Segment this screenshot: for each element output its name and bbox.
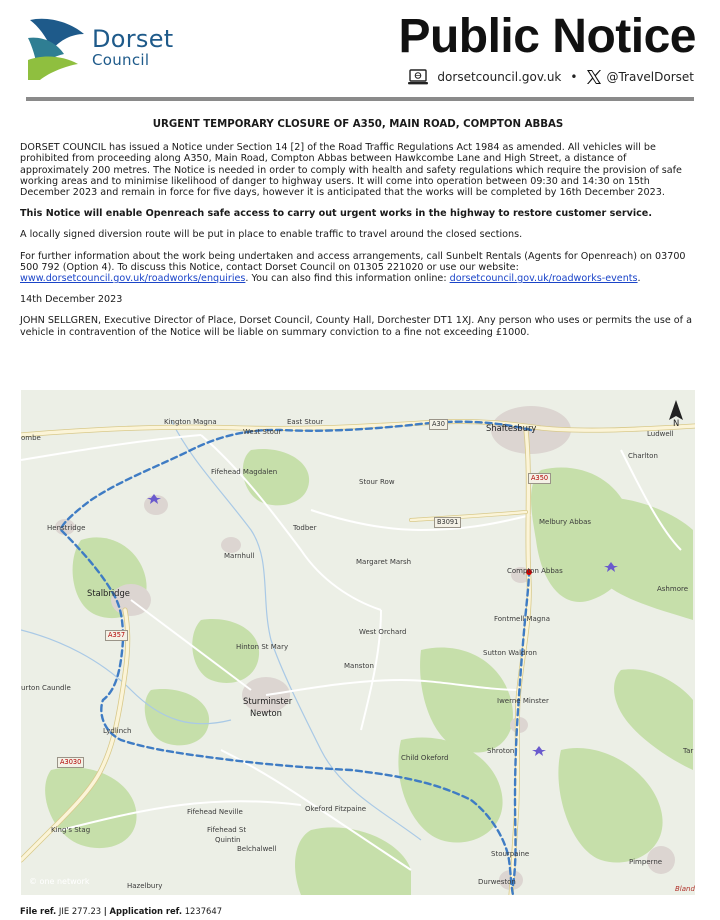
logo-dorset: Dorset (92, 25, 174, 53)
para4-text-end: . (637, 273, 641, 285)
place-label: Charlton (628, 452, 658, 460)
place-label: Hinton St Mary (236, 643, 289, 651)
footer-refs (20, 906, 222, 916)
place-label: Stourpaine (491, 850, 530, 858)
map-graphics (21, 390, 695, 895)
place-label: Compton Abbas (507, 567, 563, 575)
para4-text-mid: . You can also find this information online: (245, 273, 450, 285)
notice-paragraph-1: DORSET COUNCIL has issued a Notice under Section 14 [2] of the Road Traffic Regulations Act 1984 as amended. All vehicles will be prohibited from proceeding along A350, Main Road, Compton Abbas between Hawkcombe Lane and High Street, a distance of approximately 200 metres. The Notice is needed in order to comply with health and safety regulations which require the provision of safe working areas and to minimise likelihood of danger to highway users. It will come into operation between 09:30 and 14:30 on 15th December 2023 and remain in force for five days, however it is anticipated that the works will be completed by 16th December 2023. (20, 142, 682, 199)
page-header (0, 0, 720, 104)
header-divider (26, 97, 694, 101)
notice-paragraph-4 (20, 251, 696, 285)
place-label: Shroton (487, 747, 515, 755)
place-label: Durweston (478, 878, 516, 886)
laptop-icon (407, 68, 429, 86)
place-label: ombe (21, 434, 41, 442)
road-label-a3030: A3030 (57, 757, 84, 768)
place-label: Lydlinch (103, 727, 132, 735)
place-label: Okeford Fitzpaine (305, 805, 367, 813)
place-label: Tar (683, 747, 694, 755)
place-label: Ludwell (647, 430, 674, 438)
place-label: Iwerne Minster (497, 697, 549, 705)
enquiries-link[interactable]: www.dorsetcouncil.gov.uk/roadworks/enquiries (20, 273, 246, 285)
roadworks-events-link[interactable]: dorsetcouncil.gov.uk/roadworks-events (449, 273, 638, 285)
place-label: Marnhull (224, 552, 255, 560)
notice-heading: URGENT TEMPORARY CLOSURE OF A350, MAIN ROAD, COMPTON ABBAS (152, 119, 564, 130)
notice-paragraph-5: JOHN SELLGREN, Executive Director of Place, Dorset Council, County Hall, Dorchester DT1 1XJ. Any person who uses or permits the use of a vehicle in contravention of the Notice will be liable on summary conviction to a fine not exceeding £1000. (20, 315, 692, 338)
x-logo-icon (586, 69, 602, 85)
notice-paragraph-2: This Notice will enable Openreach safe access to carry out urgent works in the highway to restore customer service. (20, 208, 652, 220)
place-label: Hazelbury (127, 882, 163, 890)
place-label: Stour Row (359, 478, 395, 486)
application-ref-value: 1237647 (184, 906, 223, 916)
road-label-a350: A350 (528, 473, 551, 484)
place-label: Henstridge (47, 524, 86, 532)
road-label-a357: A357 (105, 630, 128, 641)
place-label: urton Caundle (21, 684, 71, 692)
contact-separator: • (570, 70, 578, 84)
place-label: King's Stag (51, 826, 91, 834)
diversion-map[interactable] (21, 390, 695, 895)
contact-bar (407, 66, 694, 88)
place-label: Fontmell Magna (494, 615, 550, 623)
place-label: Sutton Waldron (483, 649, 537, 657)
place-label: Bland (675, 885, 695, 893)
place-label: Pimperne (629, 858, 663, 866)
notice-date: 14th December 2023 (20, 294, 123, 306)
application-ref-label: Application ref. (109, 906, 183, 916)
place-label: Fifehead Neville (187, 808, 243, 816)
place-label: Belchalwell (237, 845, 277, 853)
road-label-a30: A30 (429, 419, 448, 430)
logo-wordmark (92, 26, 174, 69)
place-label: Ashmore (657, 585, 689, 593)
place-label: Newton (250, 708, 282, 718)
place-label: Fifehead St (207, 826, 247, 834)
social-handle-link[interactable]: @TravelDorset (606, 70, 694, 84)
dorset-council-logo[interactable] (26, 14, 196, 84)
place-label: Fifehead Magdalen (211, 468, 278, 476)
place-label: Child Okeford (401, 754, 449, 762)
place-label: Manston (344, 662, 374, 670)
page-title: Public Notice (398, 10, 696, 63)
website-link[interactable]: dorsetcouncil.gov.uk (437, 70, 562, 84)
para4-text-start: For further information about the work being undertaken and access arrangements, call Sunbelt Rentals (Agents for Openreach) on 03700 500 792 (Option 4). To discuss this Notice, contact Dorset Council on 01305 221020 or use our website: (20, 250, 686, 273)
logo-council: Council (92, 51, 150, 69)
file-ref-label: File ref. (20, 906, 57, 916)
dorset-council-logo-icon (26, 14, 88, 80)
place-label: Margaret Marsh (356, 558, 412, 566)
footer-separator: | (103, 906, 107, 916)
place-label: West Stour (243, 428, 282, 436)
place-label: Melbury Abbas (539, 518, 592, 526)
north-label: N (673, 418, 680, 428)
road-label-b3091: B3091 (434, 517, 461, 528)
place-label: West Orchard (359, 628, 407, 636)
place-label: Stalbridge (87, 588, 130, 598)
place-label: Kington Magna (164, 418, 217, 426)
place-label: Sturminster (243, 696, 293, 706)
place-label: Quintin (215, 836, 241, 844)
place-label: Shaftesbury (486, 423, 537, 433)
notice-body (20, 119, 696, 348)
place-label: Todber (293, 524, 317, 532)
map-attribution: © one network (29, 877, 90, 886)
file-ref-value: JIE 277.23 (58, 906, 102, 916)
notice-paragraph-3: A locally signed diversion route will be put in place to enable traffic to travel around the closed sections. (20, 229, 523, 241)
place-label: East Stour (287, 418, 324, 426)
